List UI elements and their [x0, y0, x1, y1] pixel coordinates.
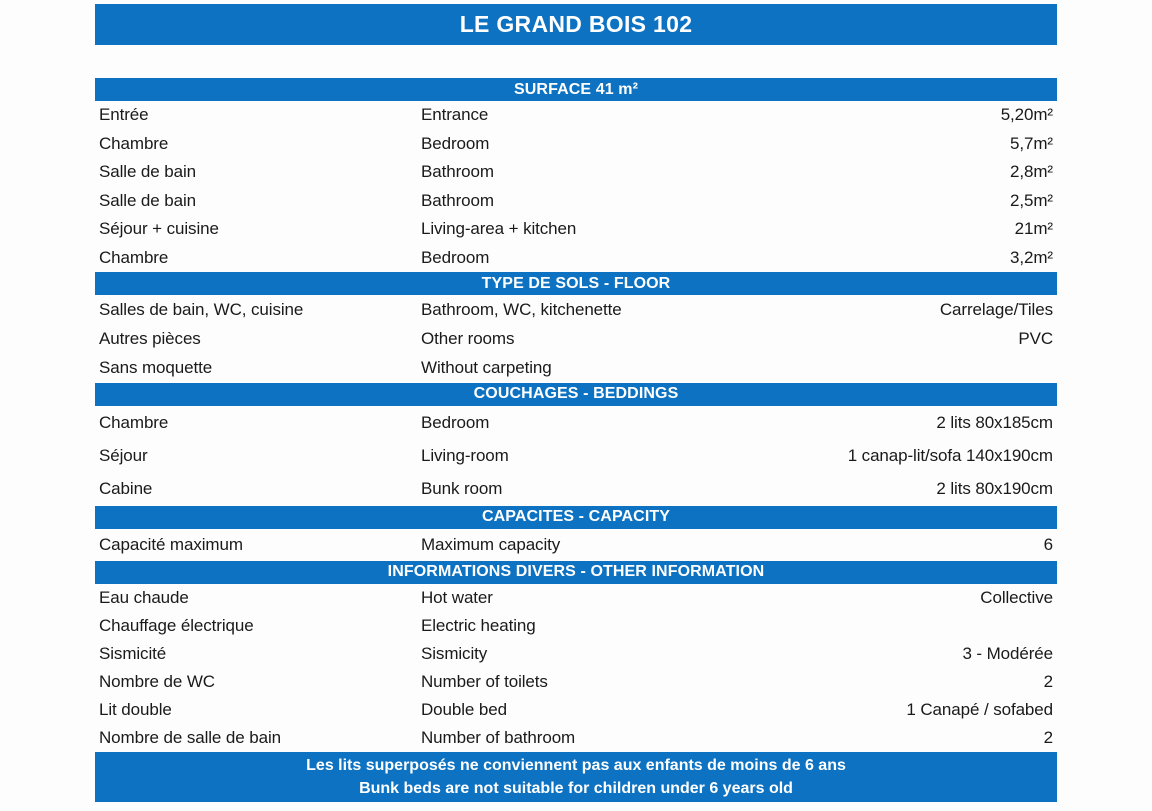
row-value: Carrelage/Tiles: [939, 299, 1053, 319]
row-value: 2: [1043, 727, 1053, 747]
row-value: 21m²: [1014, 219, 1053, 239]
label-fr: Salles de bain, WC, cuisine: [99, 299, 304, 319]
label-fr: Séjour: [99, 445, 148, 465]
row-value: 3,2m²: [1010, 247, 1053, 267]
label-fr: Chambre: [99, 247, 169, 267]
section-capacity: [95, 506, 1057, 561]
label-en: Electric heating: [421, 615, 536, 635]
label-en: Maximum capacity: [421, 534, 561, 554]
table-row: [95, 696, 1057, 724]
capacity-rows: [95, 529, 1057, 561]
label-fr: Nombre de WC: [99, 671, 215, 691]
table-row: [95, 439, 1057, 472]
row-value: 6: [1043, 534, 1053, 554]
label-fr: Sismicité: [99, 643, 167, 663]
table-row: [95, 130, 1057, 159]
section-other-info: [95, 561, 1057, 752]
label-en: Bedroom: [421, 412, 490, 432]
table-row: [95, 584, 1057, 612]
section-header-beddings: COUCHAGES - BEDDINGS: [95, 383, 1057, 406]
label-en: Hot water: [421, 587, 493, 607]
label-en: Living-room: [421, 445, 509, 465]
row-value: 2,8m²: [1010, 162, 1053, 182]
label-fr: Salle de bain: [99, 190, 196, 210]
section-surface: [95, 78, 1057, 272]
section-header-other-info: INFORMATIONS DIVERS - OTHER INFORMATION: [95, 561, 1057, 584]
floor-rows: [95, 295, 1057, 383]
row-value: 1 Canapé / sofabed: [906, 699, 1053, 719]
table-row: [95, 668, 1057, 696]
label-en: Living-area + kitchen: [421, 219, 577, 239]
label-en: Entrance: [421, 105, 489, 125]
table-row: [95, 640, 1057, 668]
label-fr: Entrée: [99, 105, 149, 125]
section-floor: [95, 272, 1057, 383]
table-row: [95, 406, 1057, 439]
row-value: 5,7m²: [1010, 133, 1053, 153]
label-en: Number of bathroom: [421, 727, 576, 747]
row-value: 2 lits 80x185cm: [936, 412, 1053, 432]
section-header-surface: SURFACE 41 m²: [95, 78, 1057, 101]
table-row: [95, 215, 1057, 244]
label-fr: Sans moquette: [99, 358, 213, 378]
row-value: 5,20m²: [1000, 105, 1053, 125]
label-en: Bedroom: [421, 133, 490, 153]
row-value: 3 - Modérée: [962, 643, 1053, 663]
row-value: 2,5m²: [1010, 190, 1053, 210]
other-info-rows: [95, 584, 1057, 752]
table-row: [95, 472, 1057, 505]
label-en: Bunk room: [421, 479, 503, 499]
label-en: Number of toilets: [421, 671, 548, 691]
info-sheet: [95, 4, 1057, 802]
label-en: Sismicity: [421, 643, 488, 663]
surface-rows: [95, 101, 1057, 272]
row-value: 2 lits 80x190cm: [936, 479, 1053, 499]
label-en: Bathroom: [421, 190, 494, 210]
row-value: 2: [1043, 671, 1053, 691]
label-en: Bedroom: [421, 247, 490, 267]
label-fr: Eau chaude: [99, 587, 189, 607]
label-fr: Chauffage électrique: [99, 615, 254, 635]
table-row: [95, 187, 1057, 216]
label-fr: Chambre: [99, 412, 169, 432]
label-fr: Capacité maximum: [99, 534, 243, 554]
row-value: PVC: [1018, 328, 1053, 348]
section-header-capacity: CAPACITES - CAPACITY: [95, 506, 1057, 529]
row-value: Collective: [980, 587, 1053, 607]
label-fr: Cabine: [99, 479, 153, 499]
label-fr: Autres pièces: [99, 328, 201, 348]
beddings-rows: [95, 406, 1057, 506]
table-row: [95, 158, 1057, 187]
table-row: [95, 354, 1057, 383]
footer-note: [95, 752, 1057, 802]
row-value: 1 canap-lit/sofa 140x190cm: [847, 445, 1053, 465]
page-title: LE GRAND BOIS 102: [95, 4, 1057, 45]
label-fr: Chambre: [99, 133, 169, 153]
footer-line-fr: Les lits superposés ne conviennent pas aux enfants de moins de 6 ans: [306, 756, 846, 774]
label-en: Double bed: [421, 699, 507, 719]
label-en: Bathroom, WC, kitchenette: [421, 299, 622, 319]
label-fr: Lit double: [99, 699, 172, 719]
table-row: [95, 612, 1057, 640]
section-beddings: [95, 383, 1057, 506]
label-fr: Salle de bain: [99, 162, 196, 182]
table-row: [95, 529, 1057, 561]
label-en: Without carpeting: [421, 358, 552, 378]
label-en: Bathroom: [421, 162, 494, 182]
section-header-floor: TYPE DE SOLS - FLOOR: [95, 272, 1057, 295]
footer-line-en: Bunk beds are not suitable for children under 6 years old: [359, 779, 793, 797]
table-row: [95, 101, 1057, 130]
table-row: [95, 324, 1057, 353]
table-row: [95, 724, 1057, 752]
label-en: Other rooms: [421, 328, 515, 348]
table-row: [95, 295, 1057, 324]
label-fr: Nombre de salle de bain: [99, 727, 281, 747]
label-fr: Séjour + cuisine: [99, 219, 219, 239]
table-row: [95, 244, 1057, 273]
